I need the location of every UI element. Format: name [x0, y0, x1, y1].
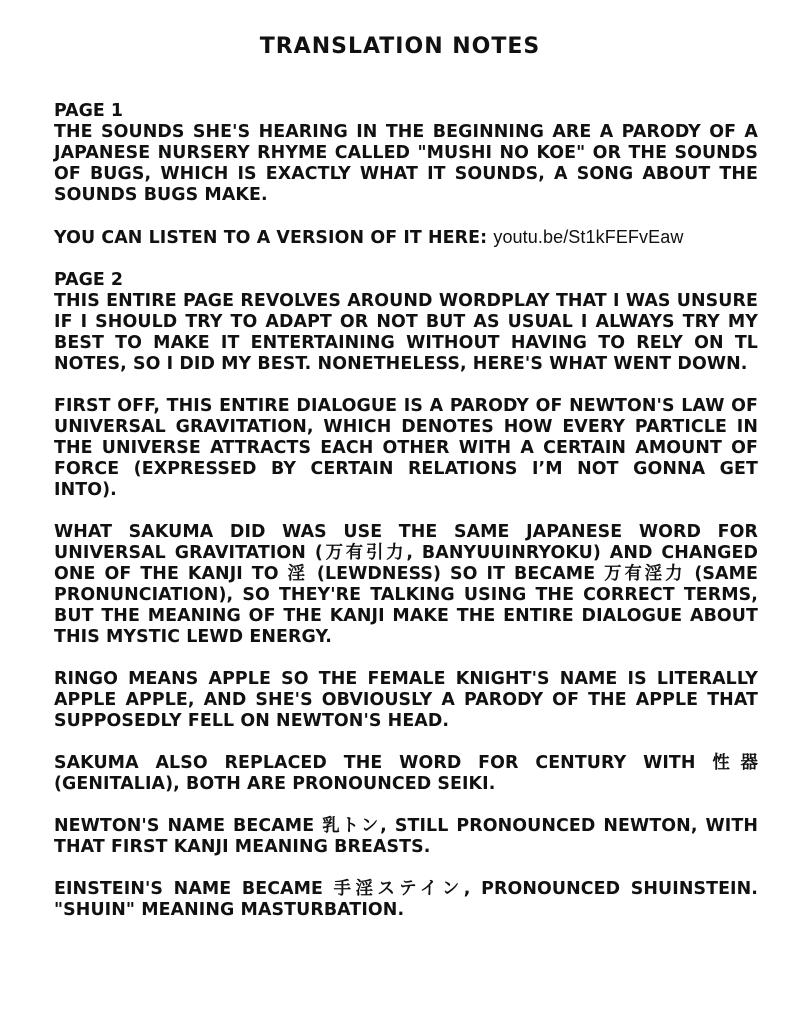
note-paragraph: RINGO MEANS APPLE SO THE FEMALE KNIGHT'S NAME IS LITERALLY APPLE APPLE, AND SHE'S OBVIOUSLY A PARODY OF THE APPLE THAT SUPPOSEDLY FELL ON NEWTON'S HEAD. — [54, 669, 758, 731]
section-heading-page-1: PAGE 1 — [54, 101, 123, 121]
page-title: TRANSLATION NOTES — [259, 34, 541, 59]
youtube-link[interactable]: youtu.be/St1kFEFvEaw — [493, 227, 684, 247]
note-link-intro: YOU CAN LISTEN TO A VERSION OF IT HERE: — [54, 228, 494, 248]
note-paragraph: WHAT SAKUMA DID WAS USE THE SAME JAPANESE WORD FOR UNIVERSAL GRAVITATION (万有引力, BANYUUINRYOKU) AND CHANGED ONE OF THE KANJI TO 淫 (LEWDNESS) SO IT BECAME 万有淫力 (SAME PRONUNCIATION), SO THEY'RE TALKING USING THE CORRECT TERMS, BUT THE MEANING OF THE KANJI MAKE THE ENTIRE DIALOGUE ABOUT THIS MYSTIC LEWD ENERGY. — [54, 522, 758, 647]
note-paragraph: THE SOUNDS SHE'S HEARING IN THE BEGINNING ARE A PARODY OF A JAPANESE NURSERY RHYME CALLED "MUSHI NO KOE" OR THE SOUNDS OF BUGS, WHICH IS EXACTLY WHAT IT SOUNDS, A SONG ABOUT THE SOUNDS BUGS MAKE. — [54, 122, 758, 205]
note-paragraph: NEWTON'S NAME BECAME 乳トン, STILL PRONOUNCED NEWTON, WITH THAT FIRST KANJI MEANING BREASTS. — [54, 816, 758, 857]
note-paragraph: FIRST OFF, THIS ENTIRE DIALOGUE IS A PARODY OF NEWTON'S LAW OF UNIVERSAL GRAVITATION, WHICH DENOTES HOW EVERY PARTICLE IN THE UNIVERSE ATTRACTS EACH OTHER WITH A CERTAIN AMOUNT OF FORCE (EXPRESSED BY CERTAIN RELATIONS I’M NOT GONNA GET INTO). — [54, 396, 758, 500]
note-paragraph: EINSTEIN'S NAME BECAME 手淫ステイン, PRONOUNCED SHUINSTEIN. "SHUIN" MEANING MASTURBATION. — [54, 879, 758, 920]
notes-content — [54, 101, 758, 921]
note-paragraph-link — [54, 227, 758, 249]
note-paragraph: SAKUMA ALSO REPLACED THE WORD FOR CENTURY WITH 性器 (GENITALIA), BOTH ARE PRONOUNCED SEIKI. — [54, 753, 758, 794]
section-heading-page-2: PAGE 2 — [54, 270, 123, 290]
note-paragraph: THIS ENTIRE PAGE REVOLVES AROUND WORDPLAY THAT I WAS UNSURE IF I SHOULD TRY TO ADAPT OR NOT BUT AS USUAL I ALWAYS TRY MY BEST TO MAKE IT ENTERTAINING WITHOUT HAVING TO RELY ON TL NOTES, SO I DID MY BEST. NONETHELESS, HERE'S WHAT WENT DOWN. — [54, 291, 758, 374]
